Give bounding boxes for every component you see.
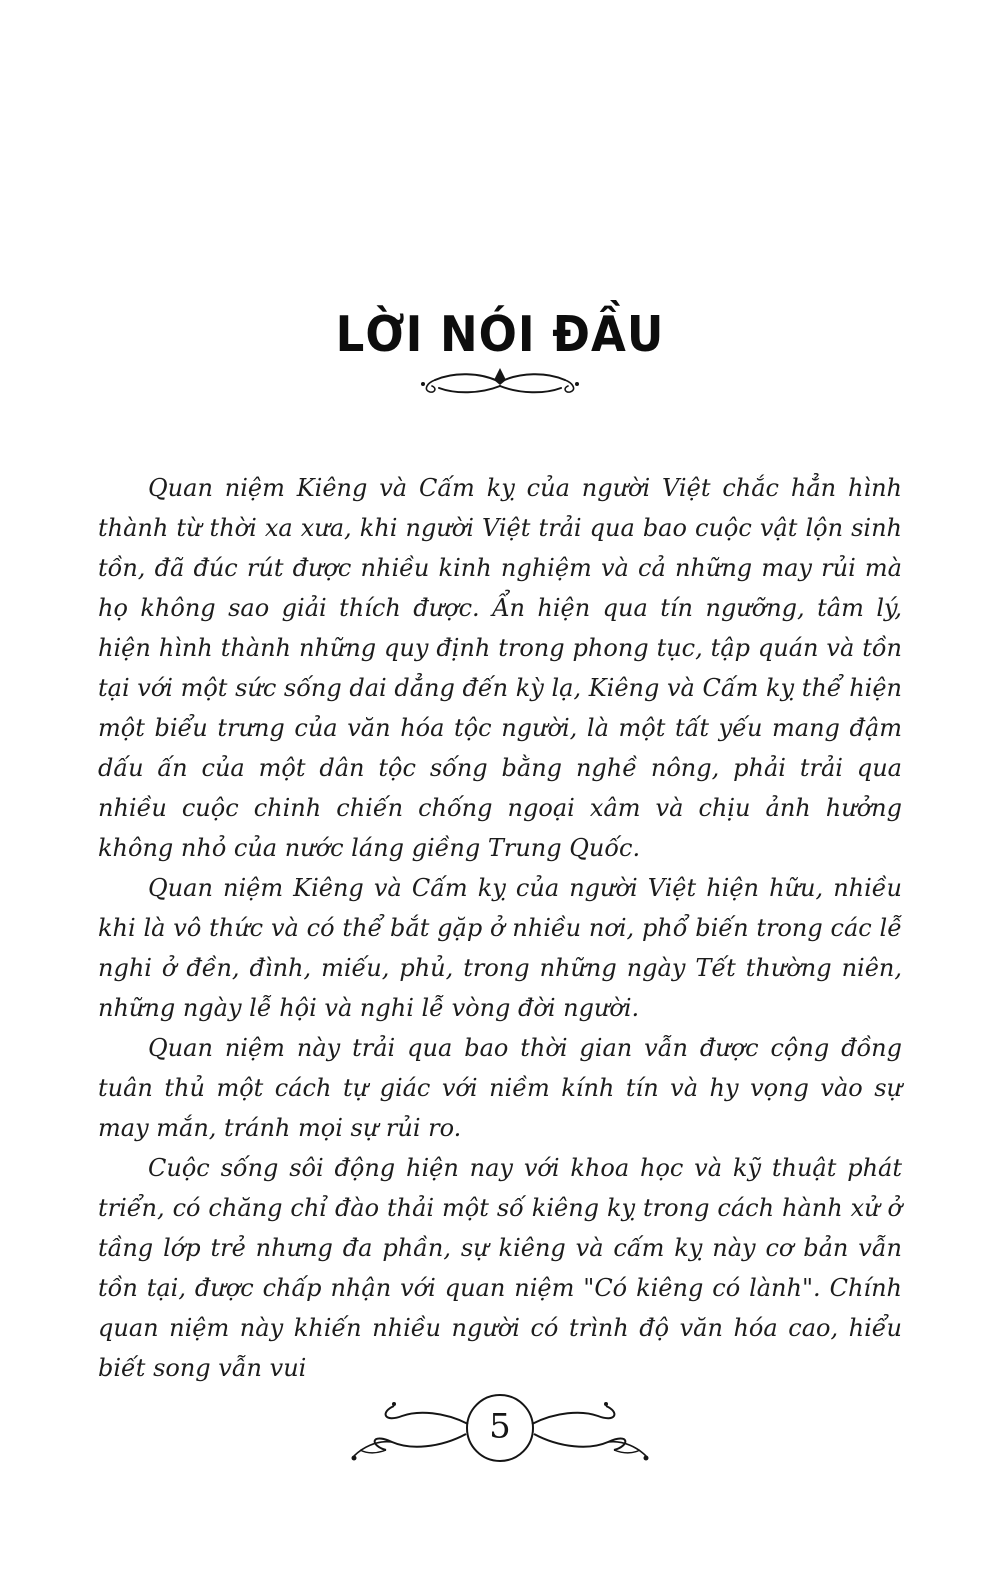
paragraph-2: Quan niệm Kiêng và Cấm kỵ của người Việt hiện hữu, nhiều khi là vô thức và có thể bắt gặp ở nhiều nơi, phổ biến trong các lễ nghi ở đền, đình, miếu, phủ, trong những ngày Tết thường niên, những ngày lễ hội và nghi lễ vòng đời người. (98, 874, 902, 1022)
page-title: LỜI NÓI ĐẦU (335, 305, 665, 364)
page-number-ornament (310, 1382, 690, 1478)
page-footer (0, 1382, 1000, 1478)
paragraph-3: Quan niệm này trải qua bao thời gian vẫn được cộng đồng tuân thủ một cách tự giác với niềm kính tín và hy vọng vào sự may mắn, tránh mọi sự rủi ro. (98, 1034, 902, 1142)
body-text (98, 468, 902, 1388)
page-number: 5 (489, 1406, 511, 1447)
paragraph-4: Cuộc sống sôi động hiện nay với khoa học và kỹ thuật phát triển, có chăng chỉ đào thải một số kiêng kỵ trong cách hành xử ở tầng lớp trẻ nhưng đa phần, sự kiêng và cấm kỵ này cơ bản vẫn tồn tại, được chấp nhận với quan niệm "Có kiêng có lành". Chính quan niệm này khiến nhiều người có trình độ văn hóa cao, hiểu biết song vẫn vui (98, 1154, 902, 1382)
title-ornament (0, 366, 1000, 404)
flourish-divider-icon (385, 366, 615, 400)
paragraph-1: Quan niệm Kiêng và Cấm kỵ của người Việt chắc hẳn hình thành từ thời xa xưa, khi người Việt trải qua bao cuộc vật lộn sinh tồn, đã đúc rút được nhiều kinh nghiệm và cả những may rủi mà họ không sao giải thích được. Ẩn hiện qua tín ngưỡng, tâm lý, hiện hình thành những quy định trong phong tục, tập quán và tồn tại với một sức sống dai dẳng đến kỳ lạ, Kiêng và Cấm kỵ thể hiện một biểu trưng của văn hóa tộc người, là một tất yếu mang đậm dấu ấn của một dân tộc sống bằng nghề nông, phải trải qua nhiều cuộc chinh chiến chống ngoại xâm và chịu ảnh hưởng không nhỏ của nước láng giềng Trung Quốc. (98, 474, 902, 862)
